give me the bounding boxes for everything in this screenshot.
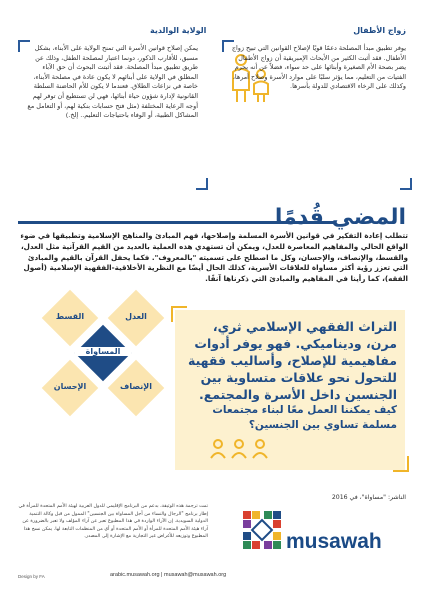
value-qist: القسط xyxy=(55,312,85,321)
value-insaf: الإنصاف xyxy=(120,382,152,391)
quote-question: كيف يمكننا العمل معًا لبناء مجتمعات مسلمة تساوي بين الجنسين؟ xyxy=(212,404,397,431)
corner-accent xyxy=(196,178,208,190)
child-marriage-tag: زواج الأطفال xyxy=(353,26,406,35)
musawah-logo-icon xyxy=(240,508,284,552)
corner-accent xyxy=(393,456,409,472)
guardianship-tag: الولاية الوالدية xyxy=(150,26,207,35)
design-credit: Design by FA xyxy=(18,574,45,579)
contact-links[interactable]: arabic.musawah.org | musawah@musawah.org xyxy=(110,572,227,578)
publisher-line: الناشر: "مساواة"، في 2016 xyxy=(331,494,406,501)
intro-paragraph: تتطلب إعادة التفكير في قوانين الأسرة المسلمة وإصلاحها، فهم المبادئ والمناهج الإسلامية وتطبيقها في ضوء الواقع الحالي والمفاهيم المعاصرة للعدل، ويمكن أن تستهدي هذه العملية بالعديد من القيم القرآنية مثل العدل، والقسط، والإنصاف، والإحسان، وكل ما اصطلح على تسميته "بالمعروف". فكما يحفل القرآن بالقيم والمبادئ التي تعزز رؤية أكثر مساواة للعلاقات الأسرية، كذلك الحال أيضًا مع النظرية الأخلاقية-الفقهية الإسلامية (أصول الفقه)، كما رأينا في المفاهيم والمبادئ التي ذكرناها آنفًا. xyxy=(20,231,408,284)
guardianship-text: يمكن إصلاح قوانين الأسرة التي تمنح الولاية على الأبناء، بشكل مسبق، للأقارب الذكور، دونما اعتبار لمصلحة الطفل، وذلك عن طريق تطبيق مبدأ المصلحة. فقد أثبتت البحوث أن حق الآباء المطلق في الولاية على أبنائهم لا يكون عادة في مصلحة الأبناء، خاصة في نزاعات الطلاق. فعندما لا يكون للأم الحاضنة السلطة القانونية لإدارة شؤون حياة أبنائها، فهي لن تستطيع أن توفر لهم أوجه الرعاية المختلفة (مثل فتح حسابات بنكية لهم، أو التعامل مع المشاكل الطبية، أو الوفاء باحتياجات التعليم.. إلخ.) xyxy=(27,44,198,120)
value-musawa: المساواة xyxy=(75,347,131,356)
page-title: المضي قُدمًا xyxy=(274,205,406,230)
quote-main: التراث الفقهي الإسلامي ثري، مرن، وديناميكي. فهو يوفر أدوات مفاهيمية للإصلاح، وأساليب فقهية للتحول نحو علاقات متساوية بين الجنسين داخل الأسرة والمجتمع. xyxy=(187,319,397,402)
value-adl: العدل xyxy=(125,312,147,321)
corner-accent xyxy=(400,178,412,190)
translation-note: تمت ترجمة هذه الوثيقة، بدعم من البرنامج الإقليمي للدول العربية لهيئة الأمم المتحدة للمرأة في إطار برنامج "الرجال والنساء من أجل المساواة بين الجنسين" الممول من قبل وكالة التنمية الدولية السويدية. إن الآراء الواردة في هذا المطبوع تعبر عن آراء المؤلف ولا تعبر بالضرورة عن آراء هيئة الأمم المتحدة للمرأة أو الأمم المتحدة أو أي من المنظمات التابعة لها. يمكن نسخ هذا المطبوع وتوزيعه للأغراض غير التجارية مع الإشارة إلى المصدر. xyxy=(18,504,208,539)
child-marriage-text: يوفر تطبيق مبدأ المصلحة دعمًا قويًا لإصلاح القوانين التي تبيح زواج الأطفال. فقد أثبت الكثير من الأبحاث الإمبريقية أن زواج الأطفال يضر بصحة الأم الصغيرة وأبنائها على حد سواء، فضلاً عن أنه يحرم الفتيات من التعليم، مما يؤثر سلبًا على موارد الأسرة وصلاح أمرها، وكذلك على الرخاء الاقتصادي للدولة بأسرها. xyxy=(231,44,406,91)
value-ihsan: الإحسان xyxy=(53,382,87,391)
brand-name: musawah xyxy=(286,530,382,553)
people-icon xyxy=(210,438,268,460)
